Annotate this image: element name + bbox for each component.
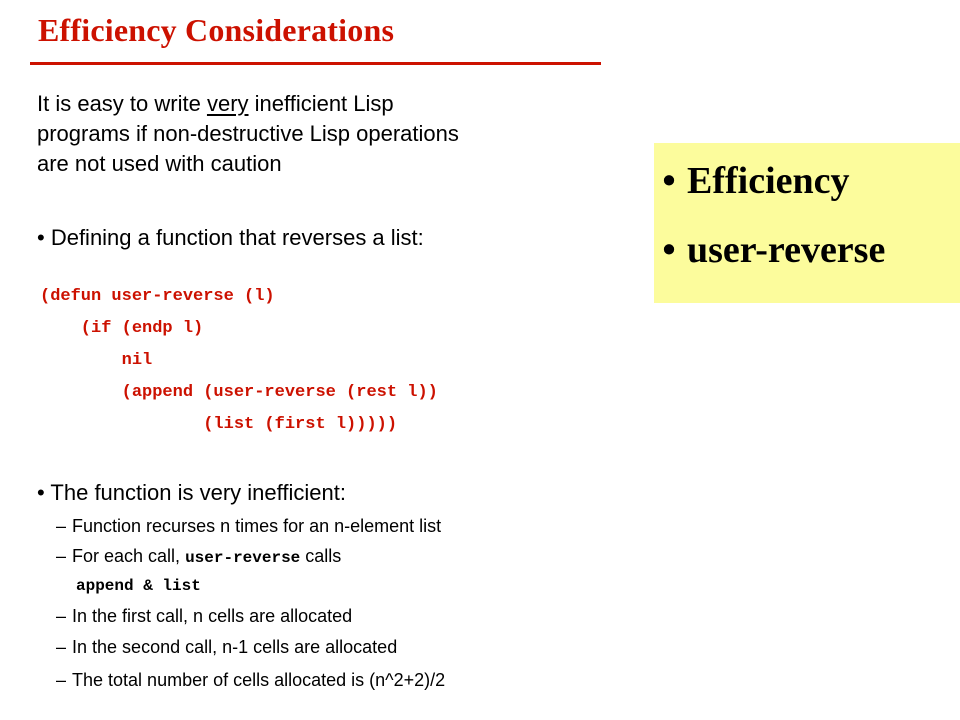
subitem-dash: – (56, 637, 67, 657)
subitem-2-continuation (76, 573, 201, 597)
subitem-text: In the second call, n-1 cells are allocated (72, 637, 398, 657)
note-text: Efficiency (687, 160, 850, 202)
subitem-text: The total number of cells allocated is (n^2+2)/2 (72, 670, 446, 690)
inline-code-user-reverse: user-reverse (185, 549, 301, 567)
subitem-2 (56, 545, 341, 569)
inline-code-append-list: append & list (76, 577, 201, 595)
code-line-1: (defun user-reverse (l) (40, 287, 275, 306)
notes-panel (654, 143, 960, 303)
note-bullet: • (662, 229, 676, 271)
intro-line-1-before: It is easy to write (37, 91, 207, 116)
subitem-5 (56, 669, 445, 691)
intro-emphasis-very: very (206, 91, 249, 116)
bullet-defining-function: • Defining a function that reverses a list: (37, 225, 424, 250)
bullet-very-inefficient: • The function is very inefficient: (37, 480, 346, 505)
note-text: user-reverse (687, 229, 886, 271)
intro-paragraph (37, 89, 459, 179)
slide-title: Efficiency Considerations (38, 12, 395, 48)
subitem-dash: – (56, 606, 67, 626)
subitem-4 (56, 636, 397, 658)
title-underline-rule (30, 62, 601, 65)
code-line-5: (list (first l))))) (40, 415, 398, 434)
note-bullet: • (662, 160, 676, 202)
intro-line-2: programs if non-destructive Lisp operations (37, 121, 459, 146)
subitem-text-after: calls (300, 546, 342, 566)
subitem-3 (56, 605, 352, 627)
code-line-4: (append (user-reverse (rest l)) (40, 383, 438, 402)
subitem-dash: – (56, 516, 67, 536)
subitem-dash: – (56, 546, 67, 566)
subitem-1 (56, 515, 441, 537)
code-line-3: nil (40, 351, 153, 370)
subitem-text: Function recurses n times for an n-element list (72, 516, 442, 536)
subitem-dash: – (56, 670, 67, 690)
intro-line-1 (37, 89, 459, 119)
intro-line-1-after: inefficient Lisp (248, 91, 394, 116)
subitem-text: In the first call, n cells are allocated (72, 606, 353, 626)
intro-line-3: are not used with caution (37, 151, 282, 176)
subitem-text: For each call, (72, 546, 186, 566)
code-line-2: (if (endp l) (40, 319, 204, 338)
